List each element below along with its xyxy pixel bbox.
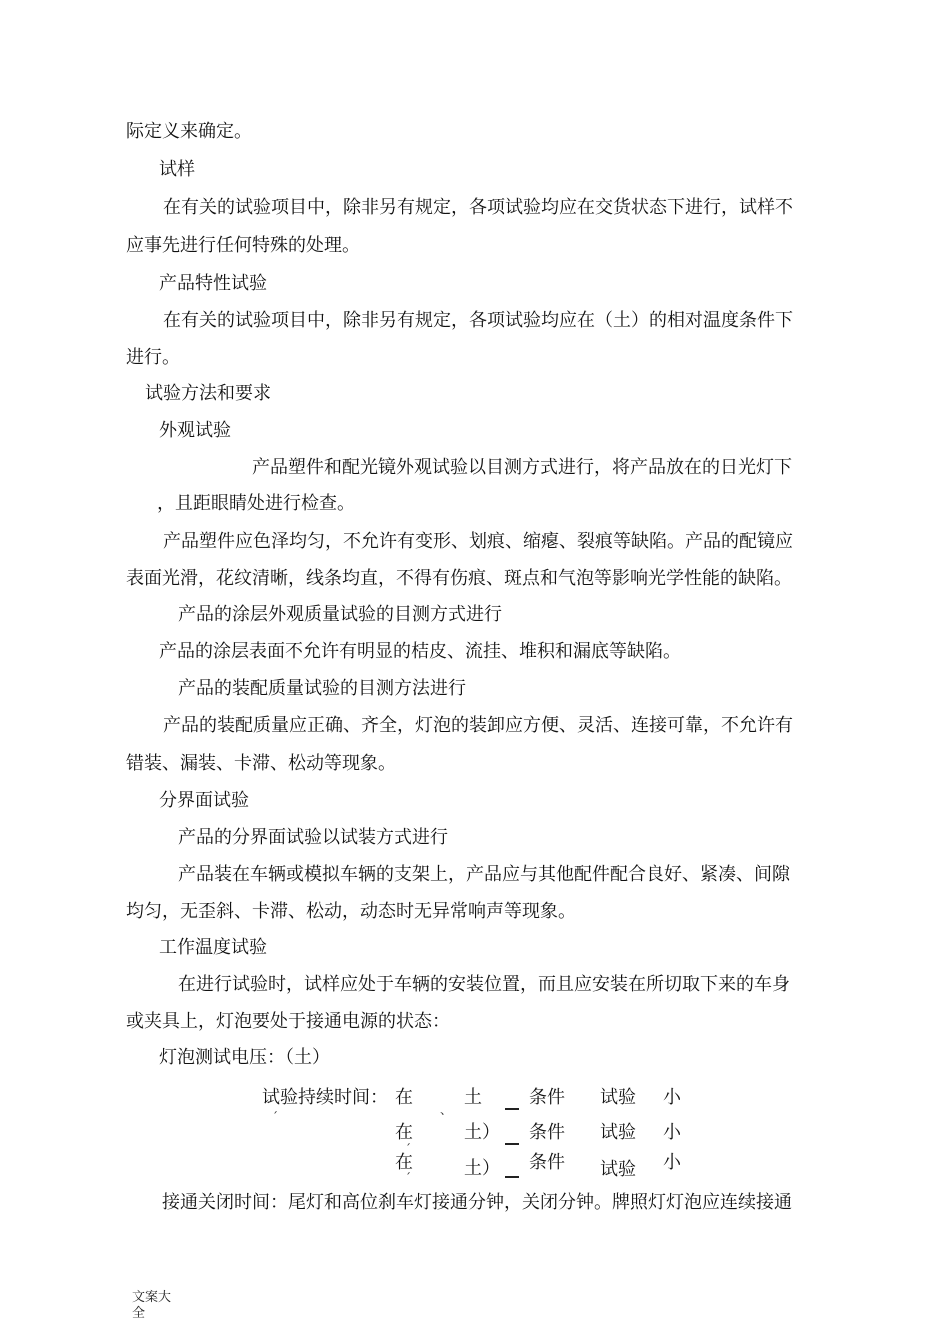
text-line: 在进行试验时，试样应处于车辆的安装位置，而且应安装在所切取下来的车身	[178, 974, 790, 995]
row-test: 试验	[600, 1159, 636, 1180]
text-line: 产品的装配质量应正确、齐全，灯泡的装卸应方便、灵活、连接可靠，不允许有	[163, 715, 793, 736]
section-heading: 工作温度试验	[159, 937, 267, 958]
row-pm: 土）	[464, 1122, 500, 1143]
stray-mark: 、	[440, 1103, 453, 1117]
text-line: 进行。	[126, 347, 180, 368]
row-condition: 条件	[529, 1152, 565, 1173]
text-line: 产品塑件应色泽均匀，不允许有变形、划痕、缩瘪、裂痕等缺陷。产品的配镜应	[163, 531, 793, 552]
row-at: 在	[395, 1087, 413, 1108]
stray-mark: ˊ	[272, 1110, 278, 1124]
text-line: 产品塑件和配光镜外观试验以目测方式进行，将产品放在的日光灯下	[252, 457, 792, 478]
row-at: 在	[395, 1122, 413, 1143]
text-line: 均匀，无歪斜、卡滞、松动，动态时无异常响声等现象。	[126, 901, 576, 922]
test-duration-label: 试验持续时间：	[262, 1087, 388, 1108]
text-line: 在有关的试验项目中，除非另有规定，各项试验均应在交货状态下进行，试样不	[163, 197, 793, 218]
text-line: 错装、漏装、卡滞、松动等现象。	[126, 753, 396, 774]
section-heading: 外观试验	[159, 420, 231, 441]
row-pm: 土）	[464, 1158, 500, 1179]
row-hour: 小	[663, 1087, 681, 1108]
dash-mark	[505, 1108, 519, 1110]
text-line: 产品装在车辆或模拟车辆的支架上，产品应与其他配件配合良好、紧凑、间隙	[178, 864, 790, 885]
page-footer: 文案大全	[132, 1290, 172, 1321]
dash-mark	[505, 1143, 519, 1145]
row-test: 试验	[600, 1087, 636, 1108]
text-line: 应事先进行任何特殊的处理。	[126, 235, 360, 256]
section-heading: 产品特性试验	[159, 273, 267, 294]
text-line: 际定义来确定。	[126, 121, 252, 142]
section-heading: 试验方法和要求	[145, 383, 271, 404]
text-line: 产品的装配质量试验的目测方法进行	[178, 678, 466, 699]
row-hour: 小	[663, 1152, 681, 1173]
text-line: 产品的涂层表面不允许有明显的桔皮、流挂、堆积和漏底等缺陷。	[159, 641, 681, 662]
dash-mark	[505, 1176, 519, 1178]
row-at: 在	[395, 1152, 413, 1173]
row-test: 试验	[600, 1122, 636, 1143]
stray-mark: ˊ	[405, 1171, 411, 1185]
text-line: 产品的涂层外观质量试验的目测方式进行	[178, 604, 502, 625]
section-heading: 分界面试验	[159, 790, 249, 811]
text-line: 灯泡测试电压：（土）	[159, 1047, 330, 1068]
text-line: 在有关的试验项目中，除非另有规定，各项试验均应在（土）的相对温度条件下	[163, 310, 793, 331]
row-hour: 小	[663, 1122, 681, 1143]
row-condition: 条件	[529, 1122, 565, 1143]
text-line: 产品的分界面试验以试装方式进行	[178, 827, 448, 848]
text-line: ，且距眼睛处进行检查。	[157, 493, 355, 514]
row-condition: 条件	[529, 1087, 565, 1108]
text-line: 表面光滑，花纹清晰，线条均直，不得有伤痕、斑点和气泡等影响光学性能的缺陷。	[126, 568, 792, 589]
text-line: 或夹具上，灯泡要处于接通电源的状态：	[126, 1011, 450, 1032]
stray-mark: ˊ	[405, 1142, 411, 1156]
row-pm: 土	[464, 1087, 482, 1108]
text-line: 接通关闭时间：尾灯和高位刹车灯接通分钟，关闭分钟。牌照灯灯泡应连续接通	[162, 1192, 792, 1213]
section-heading: 试样	[159, 159, 195, 180]
